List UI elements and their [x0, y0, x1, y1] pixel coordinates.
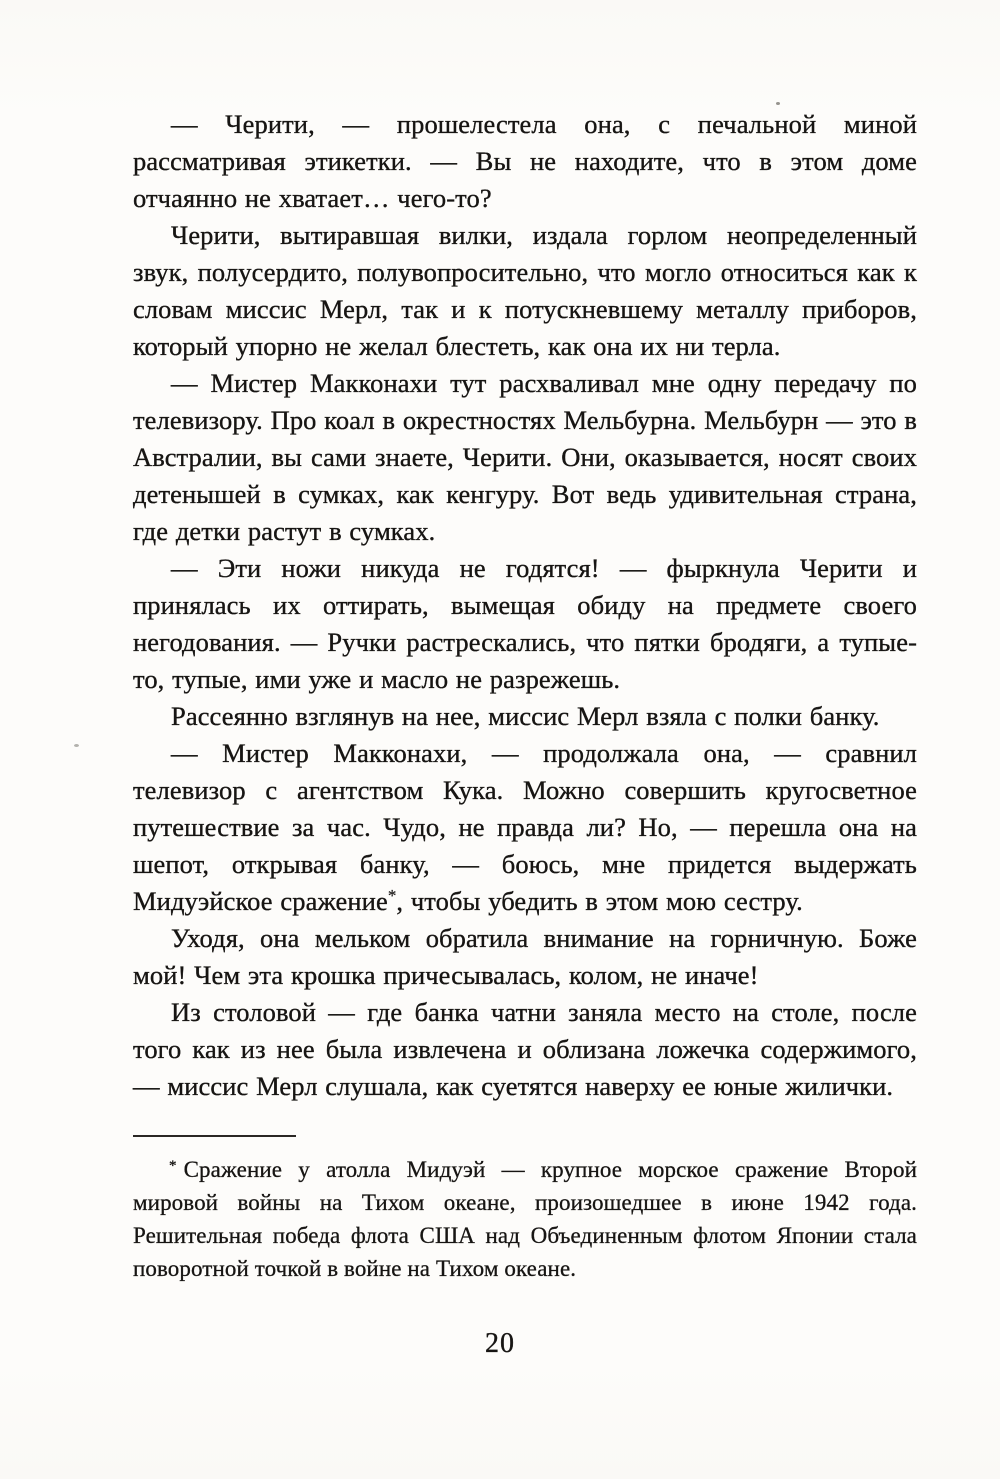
footnote-text: Сражение у атолла Мидуэй — крупное морское сражение Второй мировой войны на Тихом океане, произошедшее в июне 1942 года. Решительная победа флота США над Объединенным флотом Японии стала поворотной точкой в войне на Тихом океане.: [133, 1157, 917, 1281]
footnote-marker: *: [169, 1158, 177, 1174]
paragraph-6-text-after: , чтобы убедить в этом мою сестру.: [396, 886, 803, 916]
scan-speck: [456, 1086, 470, 1088]
paragraph-8: Из столовой — где банка чатни заняла место на столе, после того как из нее была извлечена и облизана ложечка содержимого, — миссис Мерл слушала, как суетятся наверху ее юные жилички.: [133, 997, 917, 1101]
paragraph-5: Рассеянно взглянув на нее, миссис Мерл взяла с полки банку.: [171, 701, 880, 731]
text-block: [133, 106, 917, 1285]
paragraph-1: — Черити, — прошелестела она, с печальной миной рассматривая этикетки. — Вы не находите, что в этом доме отчаянно не хватает… чего-то?: [133, 109, 917, 213]
paragraph-6-text-before: — Мистер Макконахи, — продолжала она, — сравнил телевизор с агентством Кука. Можно совершить кругосветное путешествие за час. Чудо, не правда ли? Но, — перешла она на шепот, открывая банку, — боюсь, мне придется выдержать Мидуэйское сражение: [133, 738, 917, 916]
paragraph-3: — Мистер Макконахи тут расхваливал мне одну передачу по телевизору. Про коал в окрестностях Мельбурна. Мельбурн — это в Австралии, вы сами знаете, Черити. Они, оказывается, носят своих детенышей в сумках, как кенгуру. Вот ведь удивительная страна, где детки растут в сумках.: [133, 368, 917, 546]
scan-speck: [74, 744, 79, 747]
scan-speck: [776, 102, 780, 105]
page-number: 20: [485, 1328, 515, 1359]
footnote-divider: [133, 1135, 296, 1137]
paragraph-6: [133, 735, 917, 920]
paragraph-4: — Эти ножи никуда не годятся! — фыркнула Черити и принялась их оттирать, вымещая обиду на предмете своего негодования. — Ручки растрескались, что пятки бродяги, а тупые-то, тупые, ими уже и масло не разрежешь.: [133, 553, 917, 694]
paragraph-7: Уходя, она мельком обратила внимание на горничную. Боже мой! Чем эта крошка причесывалась, колом, не иначе!: [133, 923, 917, 990]
footnote: [133, 1153, 917, 1285]
footnote-reference: *: [387, 886, 397, 905]
paragraph-2: Черити, вытиравшая вилки, издала горлом неопределенный звук, полусердито, полувопросительно, что могло относиться как к словам миссис Мерл, так и к потускневшему металлу приборов, который упорно не желал блестеть, как она их ни терла.: [133, 220, 917, 361]
